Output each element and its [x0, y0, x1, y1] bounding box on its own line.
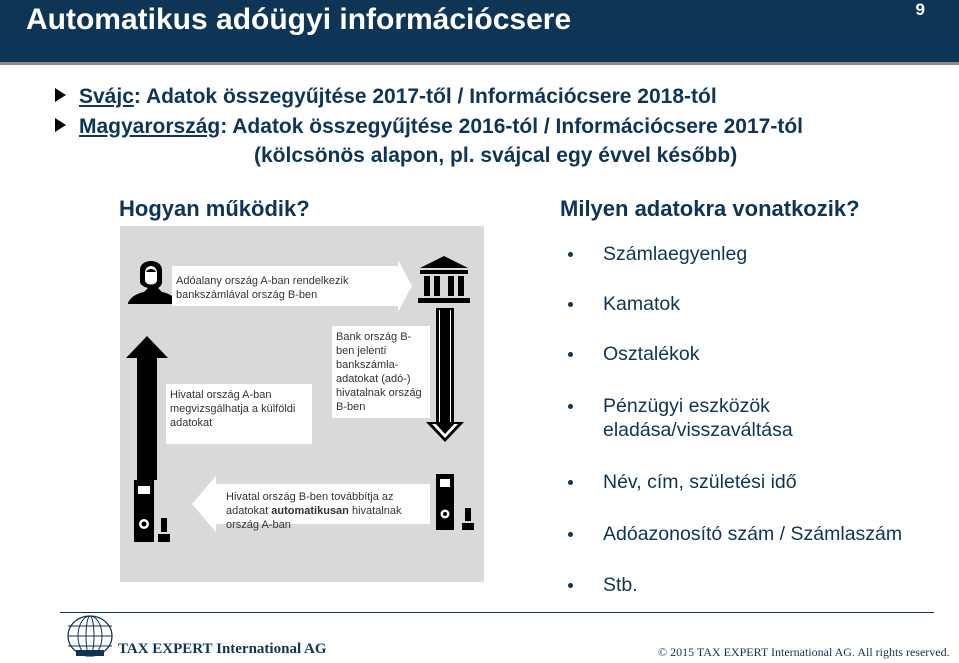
bullet-dot-icon — [568, 352, 573, 357]
diagram-box-bank-report: Bank ország B-ben jelenti bankszámla-adatokat (adó-) hivatalnak ország B-ben — [332, 326, 430, 418]
bullet-dot-icon — [568, 480, 573, 485]
company-logo-text: TAX EXPERT International AG — [118, 641, 327, 657]
bullet-dot-icon — [568, 302, 573, 307]
bank-icon — [418, 256, 470, 303]
arrow-bullet-icon — [55, 88, 66, 102]
arrow-down-icon — [426, 308, 464, 442]
slide-title: Automatikus adóügyi információcsere — [26, 3, 572, 36]
alert-icon — [462, 508, 474, 530]
binder-icon — [134, 480, 154, 542]
process-diagram — [120, 226, 484, 582]
bullet-dot-icon — [568, 532, 573, 537]
person-icon — [128, 261, 178, 304]
alert-icon — [158, 518, 170, 542]
arrow-bullet-icon — [55, 118, 66, 132]
header-bar — [0, 0, 959, 62]
globe-logo-icon — [64, 614, 116, 660]
page-number: 9 — [915, 0, 925, 19]
diagram-box-office-a: Hivatal ország A-ban megvizsgálhatja a külföldi adatokat — [166, 384, 312, 444]
bullet-dot-icon — [568, 404, 573, 409]
header-divider — [0, 62, 959, 65]
copyright-text: © 2015 TAX EXPERT International AG. All rights reserved. — [658, 645, 950, 659]
bullet-dot-icon — [568, 583, 573, 588]
footer-divider — [60, 612, 934, 613]
bullet-continuation: (kölcsönös alapon, pl. svájcal egy évvel később) — [254, 144, 738, 167]
binder-icon — [436, 474, 454, 530]
right-heading: Milyen adatokra vonatkozik? — [560, 196, 860, 221]
bullet-text: : Adatok összegyűjtése 2017-től / Információcsere 2018-tól — [133, 85, 717, 108]
bullet-switzerland — [55, 85, 717, 109]
bullet-hungary — [55, 115, 803, 139]
bullet-dot-icon — [568, 252, 573, 257]
diagram-box-account: Adóalany ország A-ban rendelkezik bankszámlával ország B-ben — [176, 275, 349, 301]
country-label: Svájc — [79, 85, 134, 108]
arrow-up-icon — [126, 336, 168, 480]
left-heading: Hogyan működik? — [119, 196, 310, 221]
country-label: Magyarország — [79, 115, 221, 138]
diagram-box-office-b: Hivatal ország B-ben továbbítja az adatokat automatikusan hivatalnak ország A-ban — [226, 491, 402, 531]
bullet-text: : Adatok összegyűjtése 2016-tól / Információcsere 2017-tól — [220, 115, 803, 138]
